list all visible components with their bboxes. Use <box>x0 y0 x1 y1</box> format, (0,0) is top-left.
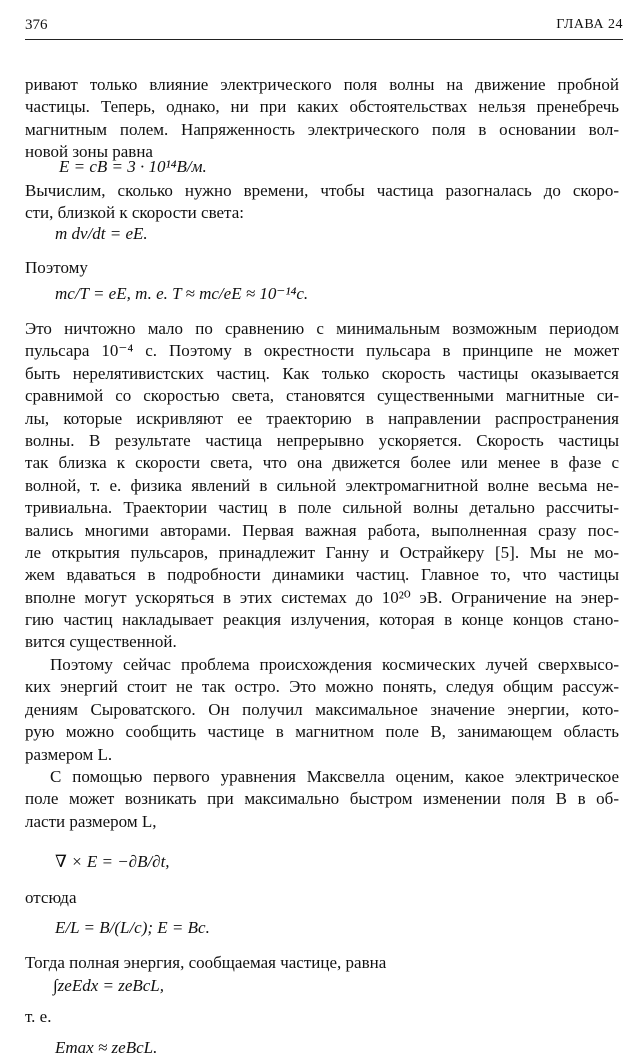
text-line: волной, т. е. физика явлений в сильной электромагнитной волне весьма не- <box>25 475 619 495</box>
text-line: сравнимой со скоростью света, становятся существенными магнитные си- <box>25 386 619 406</box>
text-line: новой зоны равна <box>25 142 153 162</box>
text-line: дениям Сыроватского. Он получил максимальное значение энергии, кото- <box>25 699 619 719</box>
text-line: ласти размером L, <box>25 811 157 831</box>
text-line: частицы. Теперь, однако, ни при каких обстоятельствах нельзя пренебречь <box>25 97 619 117</box>
text-line: жем вдаваться в подробности динамики частиц. Главное то, что частицы <box>25 565 619 585</box>
text-line: лы, которые искривляют ее траекторию в направлении распространения <box>25 408 619 428</box>
equation-6-text: ∫zeEdx = zeBcL, <box>53 976 165 995</box>
equation-1 <box>59 157 207 177</box>
running-header <box>25 17 623 40</box>
text-line: поле может возникать при максимально быстром изменении поля B в об- <box>25 789 619 809</box>
text-line: вполне могут ускоряться в этих системах до 10²⁰ эВ. Ограничение на энер- <box>25 587 619 607</box>
text-line: сти, близкой к скорости света: <box>25 203 244 223</box>
text-line: ких энергий стоит не так остро. Это можно понять, следуя общим рассуж- <box>25 677 619 697</box>
text-line: гию частиц накладывает реакция излучения, которая в конце концов стано- <box>25 610 619 630</box>
paragraph-4 <box>25 654 619 766</box>
text-line: Поэтому сейчас проблема происхождения космических лучей сверхвысо- <box>50 655 619 674</box>
equation-6 <box>53 976 164 996</box>
text-line: ле открытия пульсаров, принадлежит Ганну и Острайкеру [5]. Мы не мо- <box>25 542 619 562</box>
paragraph-1 <box>25 74 619 164</box>
text-line: рую можно сообщить частице в магнитном поле B, занимающем область <box>25 722 619 742</box>
text-line: вится существенной. <box>25 632 177 652</box>
hence-label: отсюда <box>25 888 77 907</box>
text-line: С помощью первого уравнения Максвелла оценим, какое электрическое <box>50 767 619 786</box>
text-line: Это ничтожно мало по сравнению с минимальным возможным периодом <box>25 319 619 338</box>
text-line: Вычислим, сколько нужно времени, чтобы частица разогналась до скоро- <box>25 181 619 200</box>
text-line: размером L. <box>25 744 113 764</box>
equation-3 <box>55 284 308 304</box>
equation-7 <box>55 1038 157 1058</box>
equation-7-text: Emax ≈ zeBcL. <box>55 1038 158 1057</box>
text-line: магнитным полем. Напряженность электрического поля в основании вол- <box>25 119 619 139</box>
equation-3-text: mc/T = eE, т. е. T ≈ mc/eE ≈ 10⁻¹⁴с. <box>55 284 309 303</box>
text-line: тривиальна. Траектории частиц в поле сильной волны детально рассчиты- <box>25 498 619 518</box>
equation-1-text: E = cB = 3 · 10¹⁴В/м. <box>59 157 207 176</box>
text-line: волны. В результате частица непрерывно ускоряется. Скорость частицы <box>25 430 619 450</box>
paragraph-3 <box>25 318 619 654</box>
text-line: вались многими авторами. Первая важная работа, выполненная сразу пос- <box>25 520 619 540</box>
equation-4-text: ∇ × E = −∂B/∂t, <box>55 852 170 871</box>
paragraph-2 <box>25 180 619 225</box>
equation-2 <box>55 224 148 244</box>
ie-label: т. е. <box>25 1007 52 1026</box>
text-line: ривают только влияние электрического поля волны на движение пробной <box>25 75 619 94</box>
paragraph-5 <box>25 766 619 833</box>
equation-2-text: m dv/dt = eE. <box>55 224 148 243</box>
chapter-title: ГЛАВА 24 <box>556 17 623 32</box>
equation-4 <box>55 852 170 872</box>
equation-5 <box>55 918 210 938</box>
equation-5-text: E/L = B/(L/c); E = Bc. <box>55 918 210 937</box>
text-line: так близка к скорости света, что она движется более или менее в фазе с <box>25 453 619 473</box>
page-number: 376 <box>25 17 48 33</box>
text-line: пульсара 10⁻⁴ с. Поэтому в окрестности пульсара в принципе не может <box>25 341 619 361</box>
energy-sentence: Тогда полная энергия, сообщаемая частице, равна <box>25 953 387 972</box>
text-line: быть нерелятивистских частиц. Как только скорость частицы оказывается <box>25 363 619 383</box>
therefore-label: Поэтому <box>25 258 88 277</box>
